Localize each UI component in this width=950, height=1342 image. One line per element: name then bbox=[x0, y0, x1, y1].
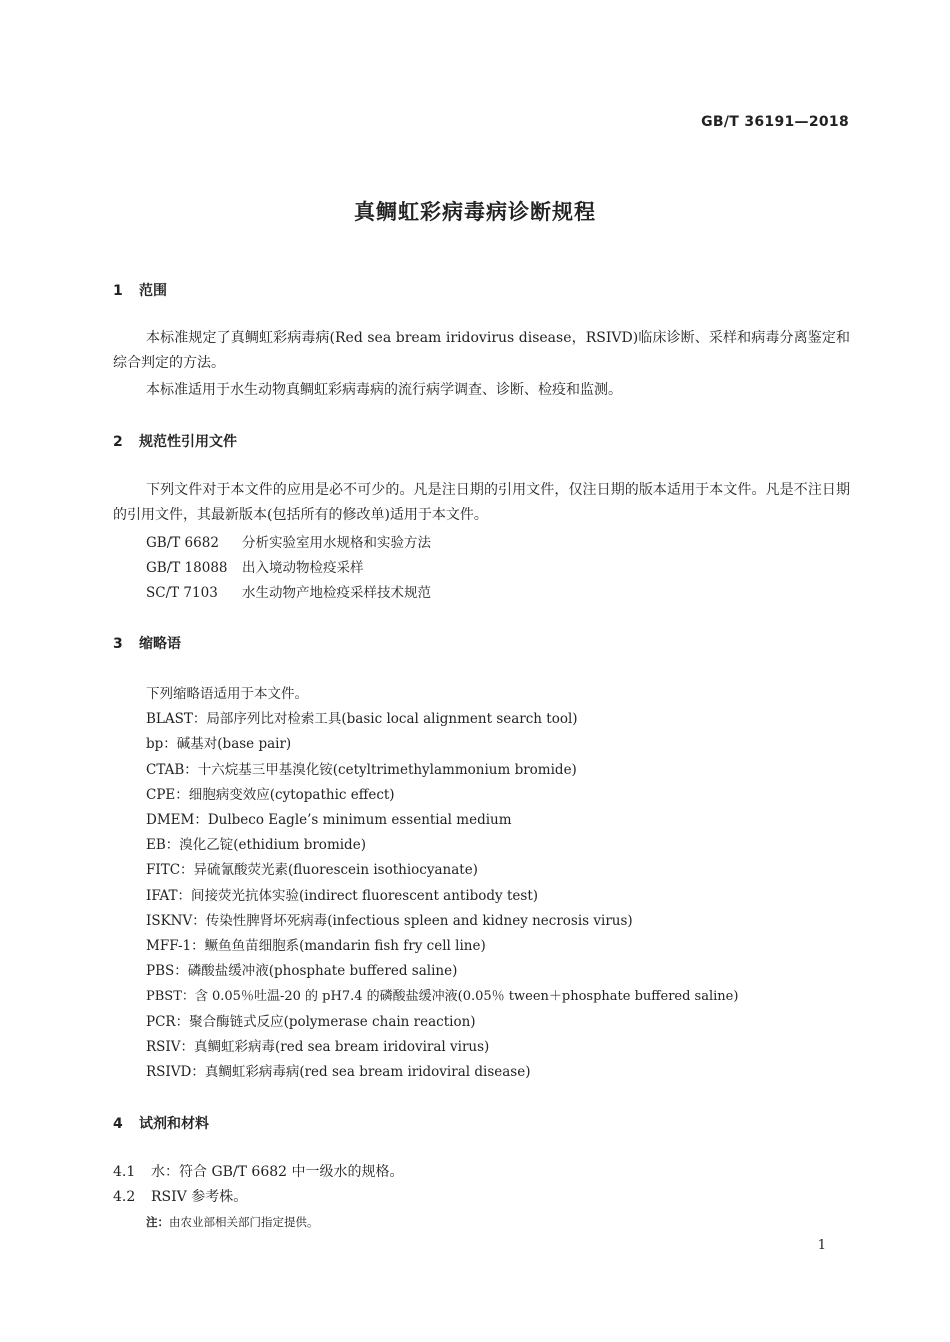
section-title: 缩略语 bbox=[139, 636, 181, 652]
clause-text: 水：符合 GB/T 6682 中一级水的规格。 bbox=[151, 1164, 404, 1180]
section-1-paragraph-1: 本标准规定了真鲷虹彩病毒病(Red sea bream iridovirus disease，RSIVD)临床诊断、采样和病毒分离鉴定和综合判定的方法。 bbox=[113, 330, 850, 371]
section-number: 3 bbox=[113, 636, 123, 652]
section-title: 规范性引用文件 bbox=[139, 434, 237, 450]
abbreviation-item: CPE：细胞病变效应(cytopathic effect) bbox=[146, 787, 395, 803]
abbreviation-item: bp：碱基对(base pair) bbox=[146, 736, 292, 752]
section-title: 试剂和材料 bbox=[139, 1116, 209, 1132]
abbreviation-item: FITC：异硫氰酸荧光素(fluorescein isothiocyanate) bbox=[146, 862, 478, 878]
abbreviation-item: MFF-1：鳜鱼鱼苗细胞系(mandarin fish fry cell line) bbox=[146, 938, 486, 954]
reference-title: 水生动物产地检疫采样技术规范 bbox=[242, 585, 431, 601]
abbreviation-item: BLAST：局部序列比对检索工具(basic local alignment search tool) bbox=[146, 711, 578, 727]
abbreviation-item: ISKNV：传染性脾肾坏死病毒(infectious spleen and kidney necrosis virus) bbox=[146, 913, 633, 929]
reference-title: 出入境动物检疫采样 bbox=[242, 560, 364, 576]
abbreviation-item: IFAT：间接荧光抗体实验(indirect fluorescent antibody test) bbox=[146, 888, 539, 904]
section-number: 1 bbox=[113, 283, 123, 299]
normative-reference bbox=[146, 531, 431, 551]
abbreviation-item: RSIV：真鲷虹彩病毒(red sea bream iridoviral virus) bbox=[146, 1039, 490, 1055]
section-2-heading bbox=[113, 431, 237, 451]
note bbox=[146, 1214, 319, 1230]
abbreviation-item: CTAB：十六烷基三甲基溴化铵(cetyltrimethylammonium bromide) bbox=[146, 762, 577, 778]
clause-4-2 bbox=[113, 1186, 247, 1206]
section-title: 范围 bbox=[139, 283, 167, 299]
note-text: 由农业部相关部门指定提供。 bbox=[169, 1215, 319, 1229]
clause-number: 4.2 bbox=[113, 1189, 136, 1205]
standard-number: GB/T 36191—2018 bbox=[701, 114, 849, 130]
normative-reference bbox=[146, 556, 364, 576]
abbreviation-intro: 下列缩略语适用于本文件。 bbox=[146, 686, 308, 702]
note-label: 注： bbox=[146, 1215, 169, 1229]
abbreviation-item: PCR：聚合酶链式反应(polymerase chain reaction) bbox=[146, 1014, 476, 1030]
section-number: 2 bbox=[113, 434, 123, 450]
abbreviation-item: EB：溴化乙锭(ethidium bromide) bbox=[146, 837, 366, 853]
abbreviation-item: PBS：磷酸盐缓冲液(phosphate buffered saline) bbox=[146, 963, 458, 979]
clause-number: 4.1 bbox=[113, 1164, 136, 1180]
abbreviation-item: DMEM：Dulbeco Eagle’s minimum essential medium bbox=[146, 812, 512, 828]
reference-title: 分析实验室用水规格和实验方法 bbox=[242, 535, 431, 551]
abbreviation-item: RSIVD：真鲷虹彩病毒病(red sea bream iridoviral disease) bbox=[146, 1064, 531, 1080]
clause-4-1 bbox=[113, 1161, 404, 1181]
page-title: 真鲷虹彩病毒病诊断规程 bbox=[354, 200, 596, 224]
normative-reference bbox=[146, 581, 431, 601]
section-3-heading bbox=[113, 633, 181, 653]
reference-code: GB/T 6682 bbox=[146, 535, 219, 551]
reference-code: GB/T 18088 bbox=[146, 560, 228, 576]
reference-code: SC/T 7103 bbox=[146, 585, 218, 601]
section-4-heading bbox=[113, 1113, 209, 1133]
section-2-paragraph-1: 下列文件对于本文件的应用是必不可少的。凡是注日期的引用文件，仅注日期的版本适用于本文件。凡是不注日期的引用文件，其最新版本(包括所有的修改单)适用于本文件。 bbox=[113, 482, 850, 523]
section-1-heading bbox=[113, 280, 167, 300]
abbreviation-item: PBST：含 0.05％吐温-20 的 pH7.4 的磷酸盐缓冲液(0.05％ tween＋phosphate buffered saline) bbox=[146, 989, 739, 1004]
clause-text: RSIV 参考株。 bbox=[151, 1189, 248, 1205]
section-number: 4 bbox=[113, 1116, 123, 1132]
page-number: 1 bbox=[817, 1238, 826, 1253]
section-1-paragraph-2: 本标准适用于水生动物真鲷虹彩病毒病的流行病学调查、诊断、检疫和监测。 bbox=[146, 382, 622, 398]
